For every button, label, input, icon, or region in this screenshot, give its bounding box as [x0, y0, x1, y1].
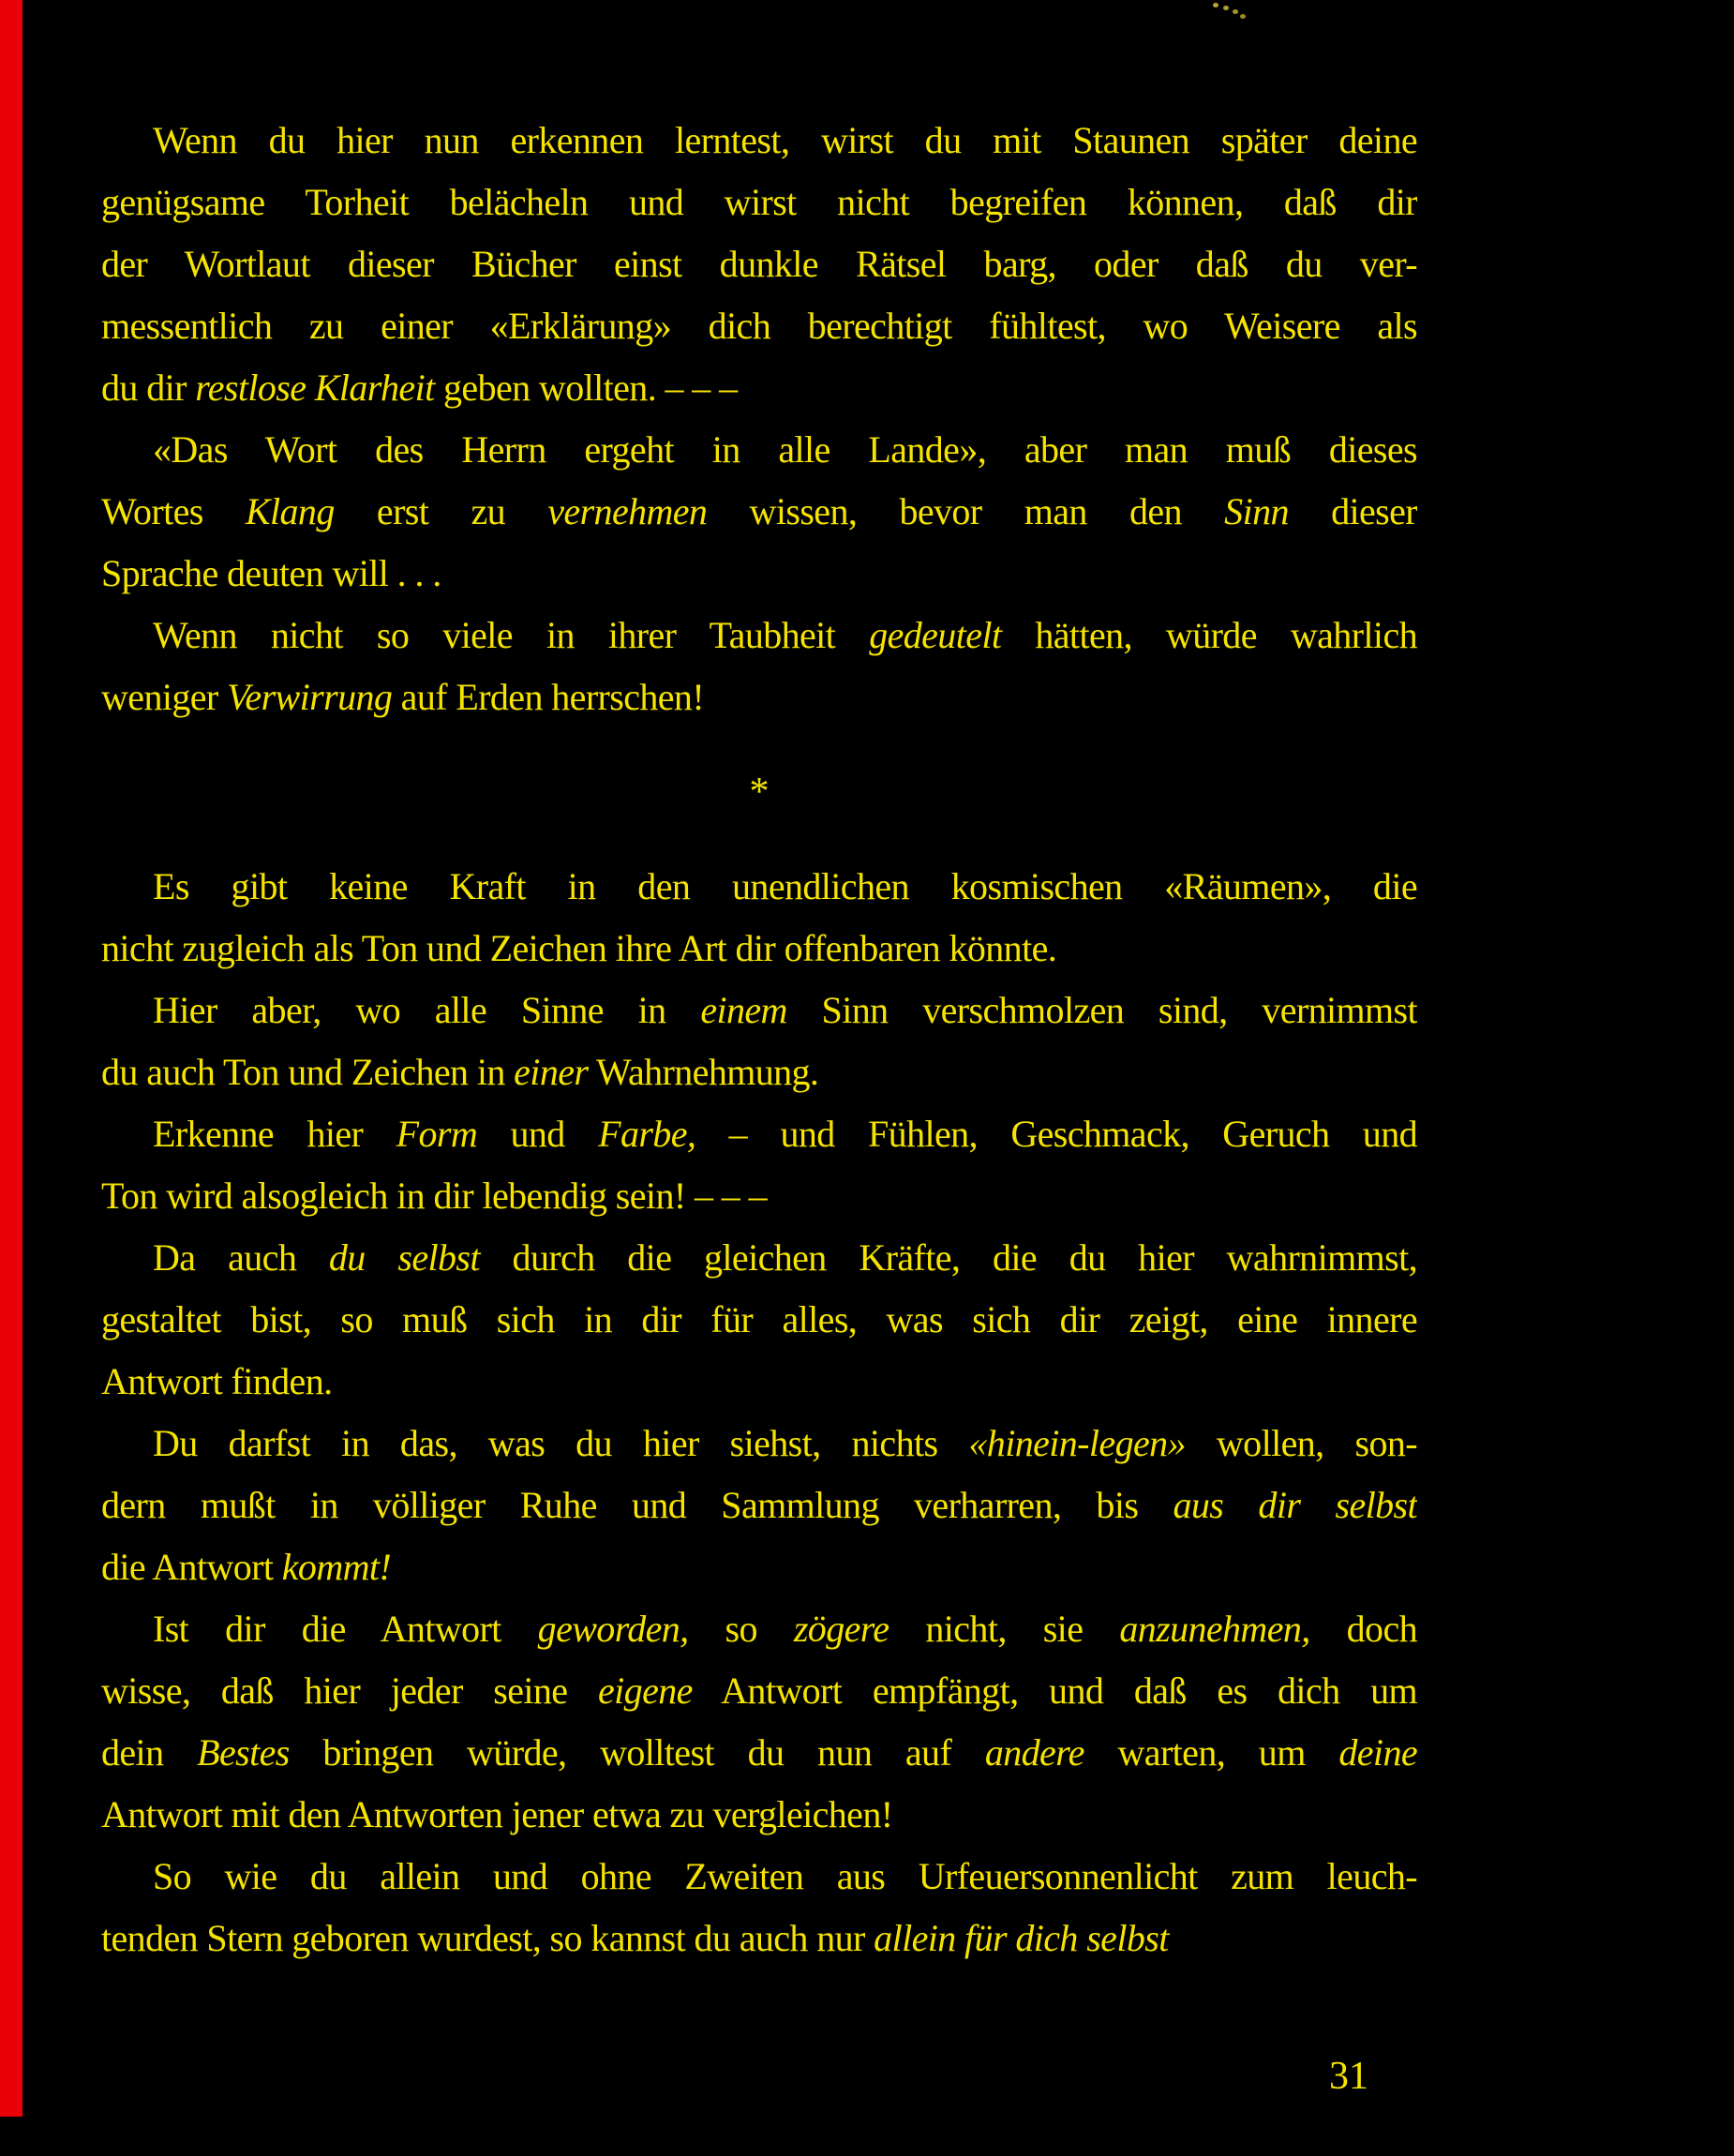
body-text: Wenn nicht so viele in ihrer Taubheit [153, 614, 870, 656]
emphasized-text: restlose Klarheit [195, 367, 435, 409]
body-text: warten, um [1084, 1731, 1339, 1774]
body-text: Erkenne hier [153, 1113, 396, 1155]
text-line [101, 295, 1417, 357]
body-text: Wahrnehmung. [588, 1051, 819, 1093]
emphasized-text: andere [984, 1731, 1084, 1774]
text-line [101, 1103, 1417, 1165]
body-text: Sprache deuten will . . . [101, 552, 441, 594]
emphasized-text: Klang [245, 490, 335, 532]
body-text: der Wortlaut dieser Bücher einst dunkle Rätsel barg, oder daß du ver- [101, 243, 1417, 285]
scan-artifact-mark [1213, 3, 1218, 7]
text-line [101, 980, 1417, 1041]
emphasized-text: deine [1338, 1731, 1417, 1774]
body-text: So wie du allein und ohne Zweiten aus Urfeuersonnenlicht zum leuch- [153, 1855, 1417, 1897]
emphasized-text: Verwirrung [227, 676, 393, 718]
text-line [101, 233, 1417, 295]
body-text: nicht, sie [889, 1608, 1120, 1650]
emphasized-text: Sinn [1224, 490, 1289, 532]
body-text: du dir [101, 367, 196, 409]
emphasized-text: zögere [793, 1608, 889, 1650]
emphasized-text: geworden, [537, 1608, 689, 1650]
text-line [101, 543, 1417, 605]
body-text: Hier aber, wo alle Sinne in [153, 989, 701, 1031]
body-text: genügsame Torheit belächeln und wirst nicht begreifen können, daß dir [101, 181, 1417, 223]
body-text: «Das Wort des Herrn ergeht in alle Lande», aber man muß dieses [153, 428, 1417, 471]
body-text: bringen würde, wolltest du nun auf [289, 1731, 985, 1774]
body-text: wollen, son- [1185, 1422, 1417, 1464]
page-text [101, 110, 1417, 1969]
body-text: Antwort finden. [101, 1360, 333, 1402]
body-text: wisse, daß hier jeder seine [101, 1669, 598, 1712]
text-line [101, 856, 1417, 918]
text-line [101, 1722, 1417, 1784]
body-text: dern mußt in völliger Ruhe und Sammlung verharren, bis [101, 1484, 1173, 1526]
body-text: Ist dir die Antwort [153, 1608, 538, 1650]
body-text: auf Erden herrschen! [392, 676, 705, 718]
text-line [101, 357, 1417, 419]
body-text: dieser [1288, 490, 1417, 532]
body-text: du auch Ton und Zeichen in [101, 1051, 515, 1093]
body-text: durch die gleichen Kräfte, die du hier wahrnimmst, [479, 1236, 1417, 1279]
emphasized-text: allein für dich selbst [874, 1917, 1169, 1959]
body-text: wissen, bevor man den [707, 490, 1225, 532]
text-line [101, 1846, 1417, 1908]
emphasized-text: kommt! [281, 1546, 392, 1588]
body-text: Wortes [101, 490, 246, 532]
body-text: dein [101, 1731, 198, 1774]
text-line [101, 1165, 1417, 1227]
text-line [101, 419, 1417, 481]
emphasized-text: anzunehmen, [1119, 1608, 1310, 1650]
emphasized-text: einer [514, 1051, 589, 1093]
body-text: und [477, 1113, 599, 1155]
body-text: Du darfst in das, was du hier siehst, nichts [153, 1422, 969, 1464]
emphasized-text: einem [700, 989, 787, 1031]
body-text: – und Fühlen, Geschmack, Geruch und [695, 1113, 1417, 1155]
emphasized-text: Farbe, [598, 1113, 696, 1155]
emphasized-text: du selbst [328, 1236, 480, 1279]
text-line [101, 1475, 1417, 1536]
emphasized-text: Bestes [197, 1731, 290, 1774]
body-text: gestaltet bist, so muß sich in dir für alles, was sich dir zeigt, eine innere [101, 1298, 1417, 1340]
emphasized-text: eigene [598, 1669, 693, 1712]
emphasized-text: Form [396, 1113, 478, 1155]
body-text: die Antwort [101, 1546, 282, 1588]
body-text: Sinn verschmolzen sind, vernimmst [786, 989, 1417, 1031]
body-text: so [688, 1608, 794, 1650]
body-text: Ton wird alsogleich in dir lebendig sein! – – – [101, 1175, 767, 1217]
body-text: Antwort mit den Antworten jener etwa zu vergleichen! [101, 1793, 893, 1835]
section-separator-asterisk: * [749, 771, 770, 814]
emphasized-text: vernehmen [547, 490, 708, 532]
page-number: 31 [1329, 2055, 1368, 2098]
text-line [101, 1351, 1417, 1413]
body-text: weniger [101, 676, 228, 718]
text-line [101, 1041, 1417, 1103]
body-text: hätten, würde wahrlich [1001, 614, 1417, 656]
emphasized-text: «hinein-legen» [968, 1422, 1186, 1464]
emphasized-text: gedeutelt [869, 614, 1002, 656]
text-line [101, 1289, 1417, 1351]
body-text: Antwort empfängt, und daß es dich um [692, 1669, 1417, 1712]
body-text: Wenn du hier nun erkennen lerntest, wirst du mit Staunen später deine [153, 119, 1417, 161]
body-text: messentlich zu einer «Erklärung» dich berechtigt fühltest, wo Weisere als [101, 305, 1417, 347]
text-line [101, 605, 1417, 666]
text-line [101, 172, 1417, 233]
body-text: tenden Stern geboren wurdest, so kannst du auch nur [101, 1917, 874, 1959]
red-edge-bar [0, 0, 22, 2117]
text-line [101, 666, 1417, 728]
body-text: nicht zugleich als Ton und Zeichen ihre Art dir offenbaren könnte. [101, 927, 1057, 969]
text-line [101, 481, 1417, 543]
emphasized-text: aus dir selbst [1173, 1484, 1417, 1526]
text-line [101, 1784, 1417, 1846]
text-line [101, 110, 1417, 172]
body-text: Es gibt keine Kraft in den unendlichen kosmischen «Räumen», die [153, 865, 1417, 907]
body-text: doch [1309, 1608, 1417, 1650]
text-line [101, 1413, 1417, 1475]
body-text: erst zu [334, 490, 548, 532]
text-line [101, 918, 1417, 980]
text-line [101, 1908, 1417, 1969]
text-line [101, 1227, 1417, 1289]
body-text: Da auch [153, 1236, 329, 1279]
text-line [101, 1536, 1417, 1598]
body-text: geben wollten. – – – [434, 367, 738, 409]
text-line [101, 1598, 1417, 1660]
text-line [101, 1660, 1417, 1722]
